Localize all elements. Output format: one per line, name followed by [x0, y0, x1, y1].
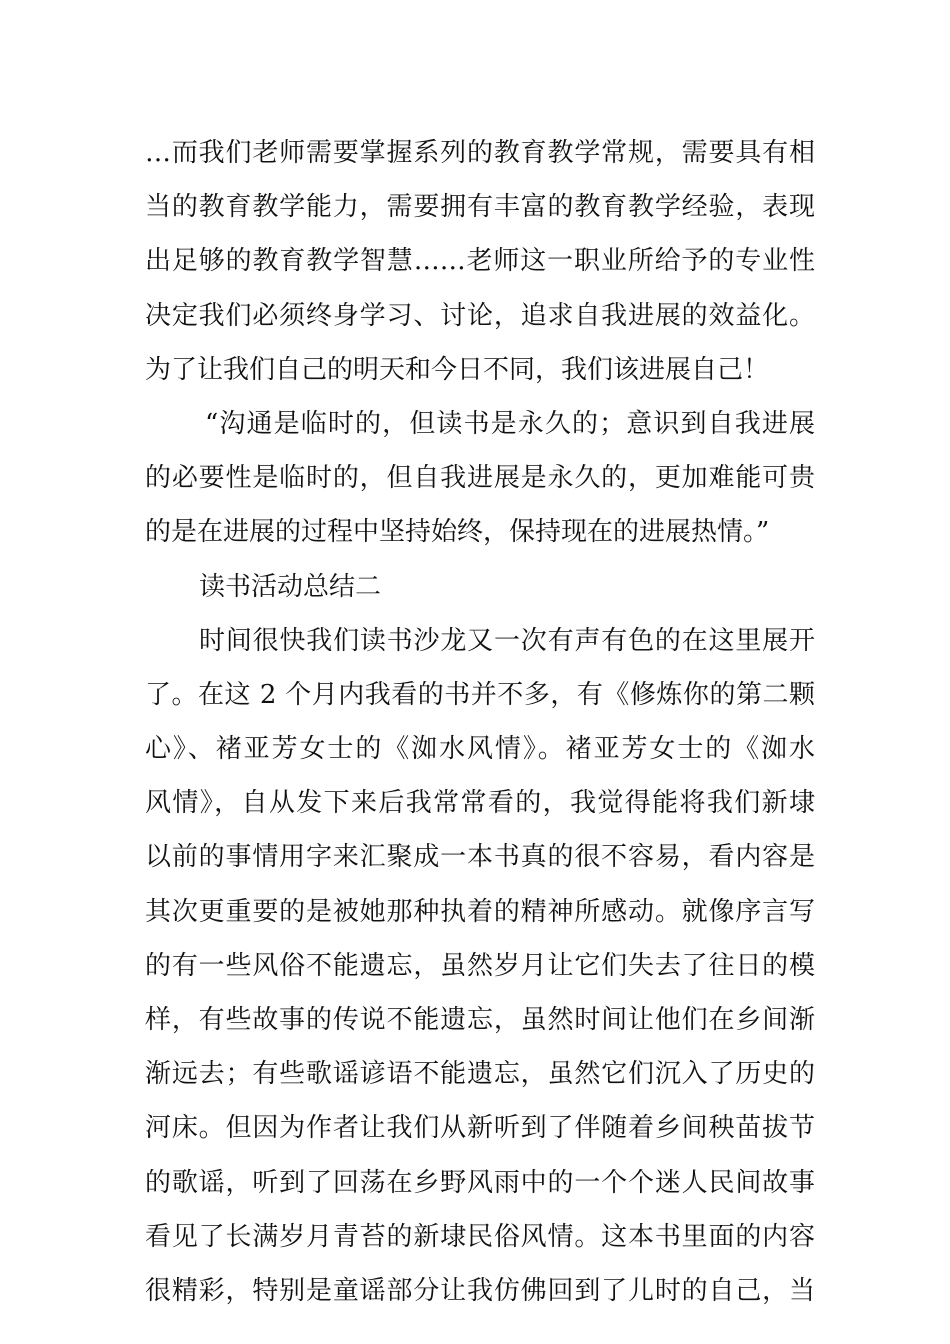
text-line-12: 心》、褚亚芳女士的《洳水风情》。褚亚芳女士的《洳水: [145, 734, 815, 765]
text-line-11: 了。在这 2 个月内我看的书并不多，有《修炼你的第二颗: [145, 679, 815, 710]
text-line-15: 其次更重要的是被她那种执着的精神所感动。就像序言写: [145, 896, 815, 927]
text-line-14: 以前的事情用字来汇聚成一本书真的很不容易，看内容是: [145, 842, 815, 873]
text-line-18: 渐远去；有些歌谣谚语不能遗忘，虽然它们沉入了历史的: [145, 1059, 815, 1090]
text-line-1: …而我们老师需要掌握系列的教育教学常规，需要具有相: [145, 138, 815, 168]
document-body: [145, 126, 815, 1318]
text-line-2: 当的教育教学能力，需要拥有丰富的教育教学经验，表现: [145, 192, 815, 223]
text-line-17: 样，有些故事的传说不能遗忘，虽然时间让他们在乡间渐: [145, 1005, 815, 1035]
text-line-4: 决定我们必须终身学习、讨论，追求自我进展的效益化。: [145, 300, 815, 331]
text-line-22: 很精彩，特别是童谣部分让我仿佛回到了儿时的自己，当: [145, 1275, 815, 1306]
text-line-10: 时间很快我们读书沙龙又一次有声有色的在这里展开: [199, 625, 815, 656]
text-line-21: 看见了长满岁月青苔的新埭民俗风情。这本书里面的内容: [145, 1221, 815, 1252]
text-line-20: 的歌谣，听到了回荡在乡野风雨中的一个个迷人民间故事: [145, 1167, 815, 1198]
text-line-7: 的必要性是临时的，但自我进展是永久的，更加难能可贵: [145, 463, 815, 494]
text-line-6: “沟通是临时的，但读书是永久的；意识到自我进展: [205, 408, 815, 439]
text-line-19: 河床。但因为作者让我们从新听到了伴随着乡间秧苗拔节: [145, 1113, 815, 1144]
text-line-16: 的有一些风俗不能遗忘，虽然岁月让它们失去了往日的模: [145, 950, 815, 981]
section-heading: 读书活动总结二: [199, 571, 382, 602]
text-line-8: 的是在进展的过程中坚持始终，保持现在的进展热情。”: [145, 517, 770, 548]
text-line-5: 为了让我们自己的明天和今日不同，我们该进展自己！: [145, 354, 770, 385]
text-line-3: 出足够的教育教学智慧……老师这一职业所给予的专业性: [145, 246, 815, 277]
text-line-13: 风情》，自从发下来后我常常看的，我觉得能将我们新埭: [145, 788, 815, 819]
